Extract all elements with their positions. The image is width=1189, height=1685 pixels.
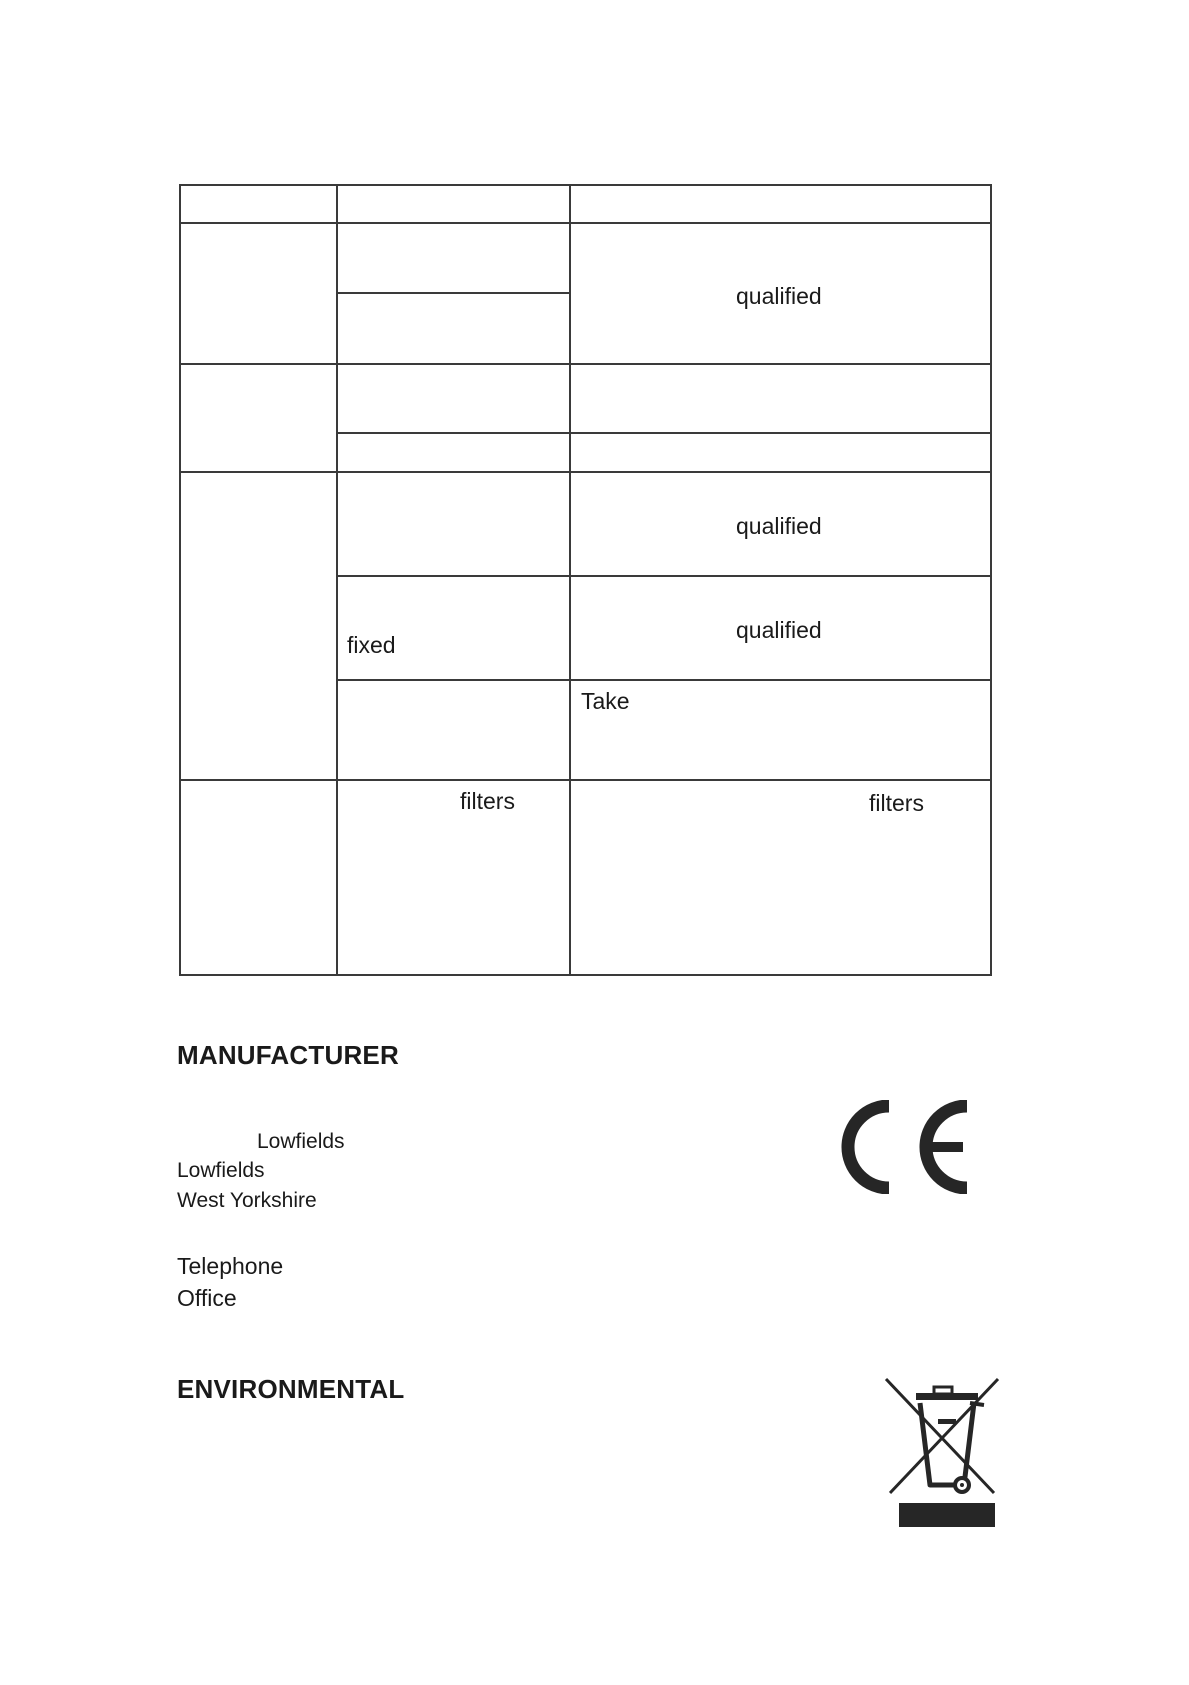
table-subrow-divider — [336, 679, 991, 681]
ce-mark-icon — [838, 1100, 970, 1194]
telephone-label: Telephone — [177, 1253, 284, 1279]
table-col-divider-1 — [336, 184, 338, 976]
office-label: Office — [177, 1285, 237, 1311]
table-row-divider — [179, 363, 991, 365]
table-border-left — [179, 184, 181, 976]
table-subrow-divider — [336, 292, 570, 294]
table-row-divider — [179, 471, 991, 473]
address-line: West Yorkshire — [177, 1189, 317, 1212]
table-border-bottom — [179, 974, 991, 976]
table-border-top — [179, 184, 991, 186]
table-cell-qualified: qualified — [736, 617, 822, 643]
table-border-right — [990, 184, 992, 976]
table-cell-qualified: qualified — [736, 283, 822, 309]
crossed-out-wheelie-bin-icon — [880, 1375, 1004, 1530]
table-cell-fixed: fixed — [347, 632, 396, 658]
table-subrow-divider — [336, 575, 991, 577]
manufacturer-heading: MANUFACTURER — [177, 1040, 399, 1070]
table-col-divider-2 — [569, 184, 571, 976]
table-row-divider — [179, 779, 991, 781]
table-subrow-divider — [336, 432, 991, 434]
address-line: Lowfields — [177, 1159, 265, 1182]
table-cell-qualified: qualified — [736, 513, 822, 539]
table-cell-filters: filters — [869, 790, 924, 816]
address-line: Lowfields — [257, 1130, 345, 1153]
table-row-divider — [179, 222, 991, 224]
table-cell-filters: filters — [460, 788, 515, 814]
environmental-heading: ENVIRONMENTAL — [177, 1374, 405, 1404]
table-cell-take: Take — [581, 688, 630, 714]
